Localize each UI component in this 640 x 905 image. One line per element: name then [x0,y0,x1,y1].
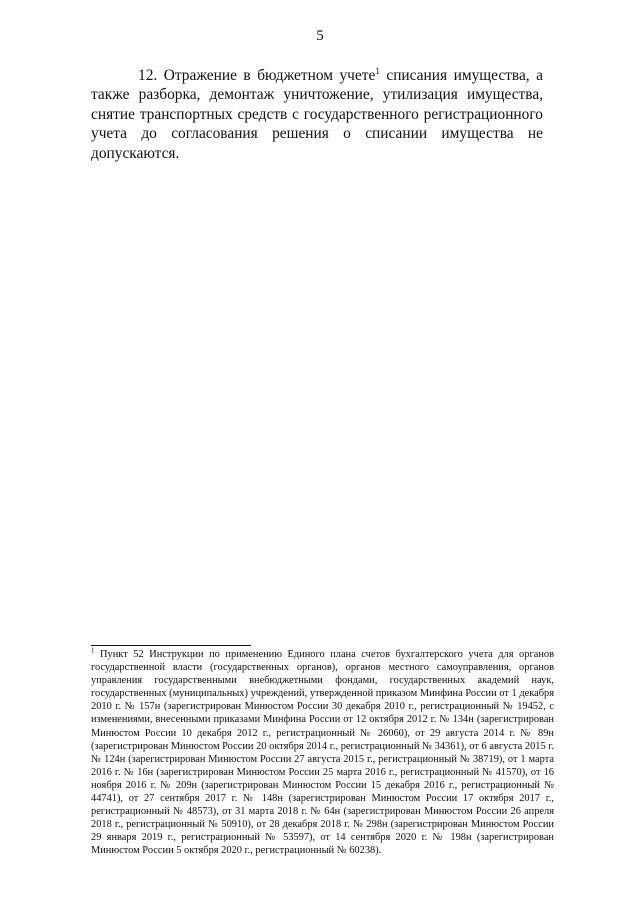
paragraph-12 [91,66,543,163]
paragraph-number: 12. [138,67,158,84]
footnote-text: Пункт 52 Инструкции по применению Единого плана счетов бухгалтерского учета для органов государственной власти (государственных органов), органов местного самоуправления, органов управления государственными внебюджетными фондами, государственных академий наук, государственных (муниципальных) учреждений, утвержденной приказом Минфина России от 1 декабря 2010 г. № 157н (зарегистрирован Минюстом России 30 декабря 2010 г., регистрационный № 19452, с изменениями, внесенными приказами Минфина России от 12 октября 2012 г. № 134н (зарегистрирован Минюстом России 10 декабря 2012 г., регистрационный № 26060), от 29 августа 2014 г. № 89н (зарегистрирован Минюстом России 20 октября 2014 г., регистрационный № 34361), от 6 августа 2015 г. № 124н (зарегистрирован Минюстом России 27 августа 2015 г., регистрационный № 38719), от 1 марта 2016 г. № 16н (зарегистрирован Минюстом России 25 марта 2016 г., регистрационный № 41570), от 16 ноября 2016 г. № 209н (зарегистрирован Минюстом России 15 декабря 2016 г., регистрационный № 44741), от 27 сентября 2017 г. № 148н (зарегистрирован Минюстом России 17 октября 2017 г., регистрационный № 48573), от 31 марта 2018 г. № 64н (зарегистрирован Минюстом России 26 апреля 2018 г., регистрационный № 50910), от 28 декабря 2018 г. № 298н (зарегистрирован Минюстом России 29 января 2019 г., регистрационный № 53597), от 14 сентября 2020 г. № 198н (зарегистрирован Минюстом России 5 октября 2020 г., регистрационный № 60238). [91,649,554,857]
footnote-mark: 1 [91,646,95,655]
page-number: 5 [316,28,324,44]
paragraph-text-start: Отражение в бюджетном учете [163,67,376,84]
paragraph-text-end: списания имущества, а также разборка, демонтаж уничтожение, утилизация имущества, снятие транспортных средств с государственного регистрационного учета до согласования решения о списании имущества не допускаются. [91,67,543,162]
footnote-reference[interactable]: 1 [375,65,380,76]
footnote-separator [91,645,251,646]
footnote-1 [91,648,554,858]
